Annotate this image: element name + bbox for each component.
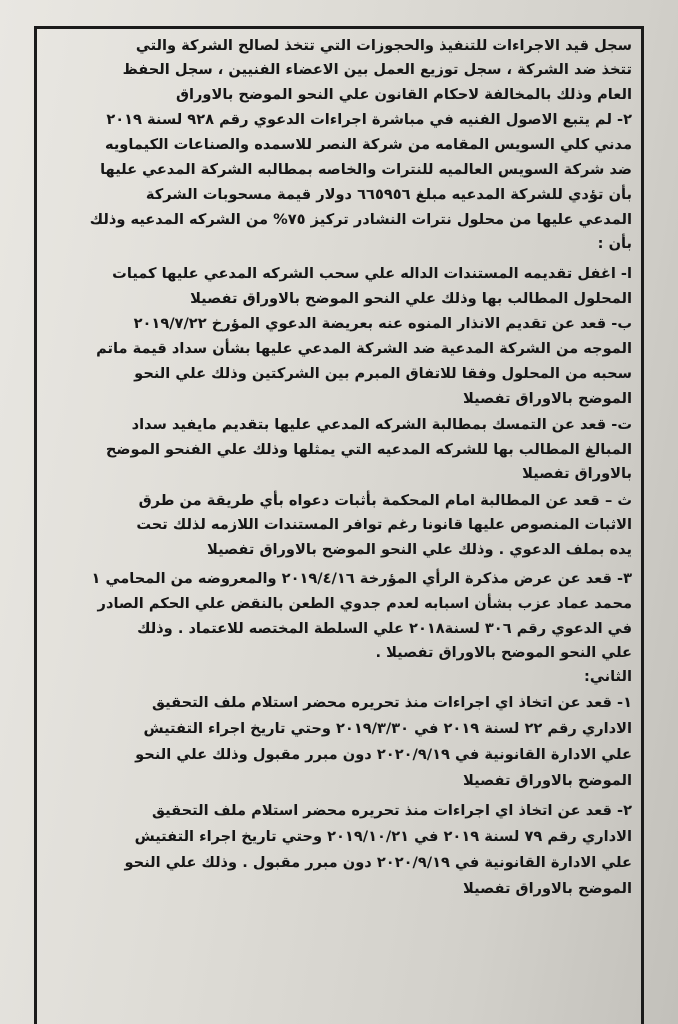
text-line: بالاوراق تفصيلا xyxy=(522,465,632,482)
text-line: الاداري رقم ٧٩ لسنة ٢٠١٩ في ٢٠١٩/١٠/٢١ وحتي تاريخ اجراء التفتيش xyxy=(134,828,632,845)
text-line: ٢- قعد عن اتخاذ اي اجراءات منذ تحريره محضر استلام ملف التحقيق xyxy=(152,802,632,819)
text-line: الموجه من الشركة المدعية ضد الشركة المدعي عليها بشأن سداد قيمة ماتم xyxy=(96,340,632,357)
text-line: علي النحو الموضح بالاوراق تفصيلا . xyxy=(375,644,632,661)
text-line: ٢- لم يتبع الاصول الفنيه في مباشرة اجراءات الدعوي رقم ٩٢٨ لسنة ٢٠١٩ xyxy=(106,111,632,128)
text-line: ت- قعد عن التمسك بمطالبة الشركه المدعي عليها بتقديم مايفيد سداد xyxy=(131,416,632,433)
text-line: الموضح بالاوراق تفصيلا xyxy=(463,772,632,789)
text-line: بأن تؤدي للشركة المدعيه مبلغ ٦٦٥٩٥٦ دولار قيمة مسحوبات الشركة xyxy=(145,186,632,203)
text-line: الموضح بالاوراق تفصيلا xyxy=(463,880,632,897)
text-line: الاداري رقم ٢٢ لسنة ٢٠١٩ في ٢٠١٩/٣/٣٠ وحتي تاريخ اجراء التفتيش xyxy=(143,720,632,737)
text-line: ب- قعد عن تقديم الانذار المنوه عنه بعريضة الدعوي المؤرخ ٢٠١٩/٧/٢٢ xyxy=(133,315,632,332)
text-line: مدني كلي السويس المقامه من شركة النصر للاسمده والصناعات الكيماويه xyxy=(104,136,632,153)
text-line: علي الادارة القانونية في ٢٠٢٠/٩/١٩ دون مبرر مقبول . وذلك علي النحو xyxy=(124,854,632,871)
text-line: العام وذلك بالمخالفة لاحكام القانون علي النحو الموضح بالاوراق xyxy=(175,86,632,103)
text-line: ٣- قعد عن عرض مذكرة الرأي المؤرخة ٢٠١٩/٤/١٦ والمعروضه من المحامي ١ xyxy=(91,570,632,587)
text-line: الثاني: xyxy=(584,668,632,685)
text-line: تتخذ ضد الشركة ، سجل توزيع العمل بين الاعضاء الفنيين ، سجل الحفظ xyxy=(122,61,632,78)
text-line: بأن : xyxy=(597,235,632,252)
text-line: المدعي عليها من محلول نترات النشادر تركيز ٧٥% من الشركه المدعيه وذلك xyxy=(89,211,632,228)
text-line: ا- اغفل تقديمه المستندات الداله علي سحب الشركه المدعي عليها كميات xyxy=(112,265,632,282)
text-line: سحبه من المحلول وفقا للاتفاق المبرم بين الشركتين وذلك علي النحو xyxy=(134,365,632,382)
text-line: المحلول المطالب بها وذلك علي النحو الموضح بالاوراق تفصيلا xyxy=(190,290,632,307)
text-line: في الدعوي رقم ٣٠٦ لسنة٢٠١٨ علي السلطة المختصه للاعتماد . وذلك xyxy=(137,620,632,637)
text-line: محمد عماد عزب بشأن اسبابه لعدم جدوي الطعن بالنقض علي الحكم الصادر xyxy=(97,595,632,612)
text-line: الاثبات المنصوص عليها قانونا رغم توافر المستندات اللازمه لذلك تحت xyxy=(136,516,632,533)
text-line: ث – قعد عن المطالبة امام المحكمة بأثبات دعواه بأي طريقة من طرق xyxy=(138,492,632,509)
text-line: ضد شركة السويس العالميه للنترات والخاصه بمطالبه الشركة المدعي عليها xyxy=(100,161,632,178)
text-line: سجل قيد الاجراءات للتنفيذ والحجوزات التي تتخذ لصالح الشركة والتي xyxy=(135,37,632,54)
text-line: الموضح بالاوراق تفصيلا xyxy=(463,390,632,407)
text-line: يده بملف الدعوي . وذلك علي النحو الموضح بالاوراق تفصيلا xyxy=(206,541,632,558)
text-line: علي الادارة القانونية في ٢٠٢٠/٩/١٩ دون مبرر مقبول وذلك علي النحو xyxy=(135,746,632,763)
text-line: ١- قعد عن اتخاذ اي اجراءات منذ تحريره محضر استلام ملف التحقيق xyxy=(152,694,632,711)
text-line: المبالغ المطالب بها للشركه المدعيه التي يمثلها وذلك علي الفنحو الموضح xyxy=(105,441,632,458)
